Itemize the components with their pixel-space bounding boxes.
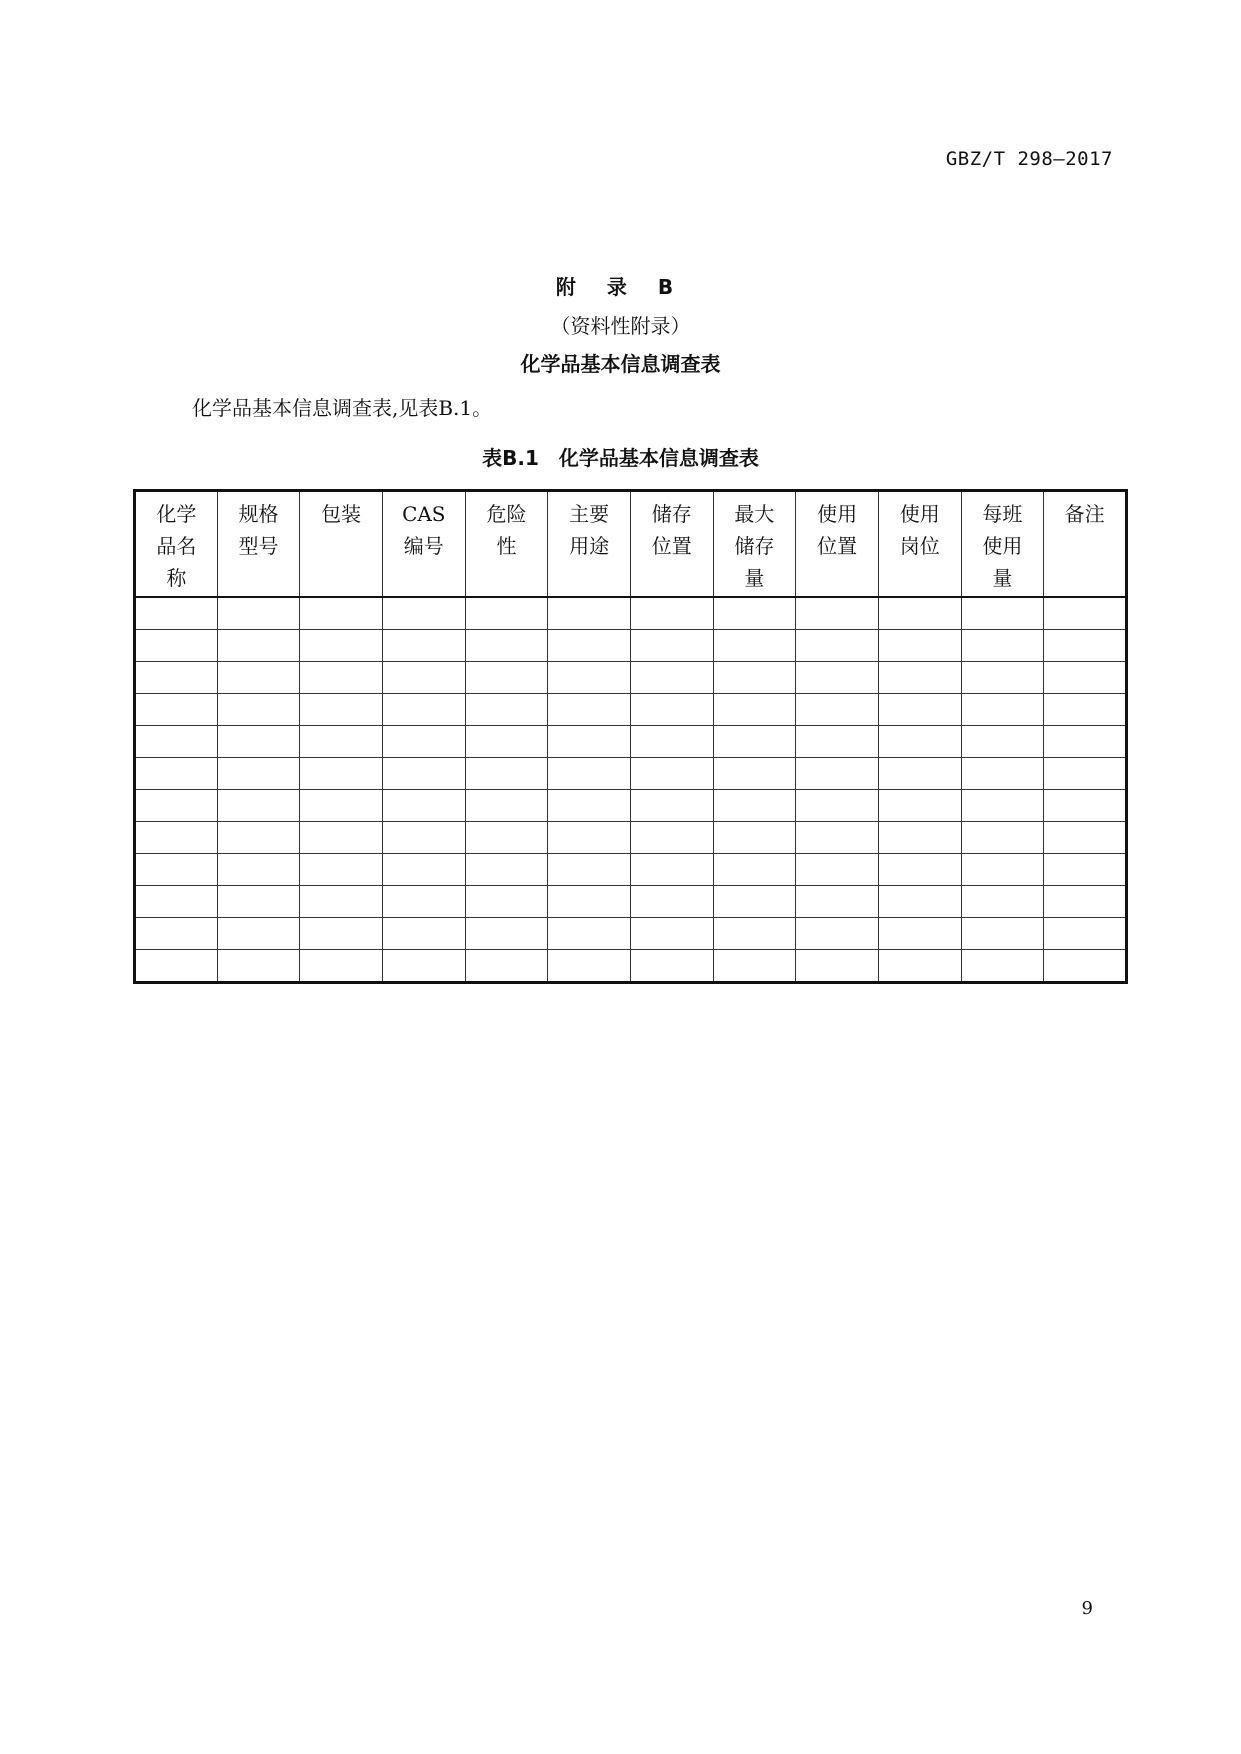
table-cell[interactable] [796, 854, 879, 886]
column-header [1044, 491, 1127, 598]
table-cell[interactable] [465, 950, 548, 983]
table-cell[interactable] [878, 918, 961, 950]
table-cell[interactable] [630, 597, 713, 630]
table-cell[interactable] [300, 790, 383, 822]
table-cell[interactable] [630, 886, 713, 918]
table-cell[interactable] [382, 597, 465, 630]
appendix-name: 化学品基本信息调查表 [520, 352, 721, 376]
table-cell[interactable] [300, 726, 383, 758]
table-cell[interactable] [796, 726, 879, 758]
table-cell[interactable] [217, 662, 300, 694]
table-cell[interactable] [382, 950, 465, 983]
table-cell[interactable] [796, 694, 879, 726]
column-header-label: 使用位置 [817, 502, 858, 558]
table-cell[interactable] [961, 597, 1044, 630]
column-header-label: 最大储存量 [734, 502, 775, 590]
table-cell[interactable] [465, 854, 548, 886]
table-cell[interactable] [796, 790, 879, 822]
table-row [135, 950, 1127, 983]
table-cell[interactable] [630, 790, 713, 822]
table-cell[interactable] [548, 886, 631, 918]
table-cell[interactable] [300, 758, 383, 790]
table-cell[interactable] [300, 694, 383, 726]
table-row [135, 630, 1127, 662]
table-row [135, 822, 1127, 854]
table-cell[interactable] [1044, 918, 1127, 950]
table-cell[interactable] [217, 597, 300, 630]
table-cell[interactable] [1044, 854, 1127, 886]
table-cell[interactable] [548, 726, 631, 758]
table-cell[interactable] [300, 662, 383, 694]
table-cell[interactable] [135, 694, 218, 726]
table-cell[interactable] [630, 758, 713, 790]
table-cell[interactable] [961, 726, 1044, 758]
table-cell[interactable] [713, 630, 796, 662]
table-row [135, 854, 1127, 886]
column-header-label: 危险性 [486, 502, 527, 558]
table-row [135, 758, 1127, 790]
chemical-survey-table [133, 489, 1128, 984]
table-cell[interactable] [630, 726, 713, 758]
table-cell[interactable] [796, 758, 879, 790]
column-header-label: 使用岗位 [899, 502, 940, 558]
table-cell[interactable] [630, 630, 713, 662]
table-row [135, 790, 1127, 822]
table-cell[interactable] [548, 918, 631, 950]
table-body [135, 597, 1127, 983]
table-cell[interactable] [713, 790, 796, 822]
intro-paragraph: 化学品基本信息调查表,见表B.1。 [192, 396, 493, 420]
table-cell[interactable] [1044, 790, 1127, 822]
table-cell[interactable] [465, 662, 548, 694]
appendix-type: （资料性附录） [550, 314, 691, 338]
table-cell[interactable] [217, 694, 300, 726]
table-caption: 表B.1 化学品基本信息调查表 [482, 446, 759, 470]
table-cell[interactable] [548, 790, 631, 822]
table-cell[interactable] [382, 886, 465, 918]
table-cell[interactable] [878, 694, 961, 726]
table-cell[interactable] [217, 854, 300, 886]
table-row [135, 597, 1127, 630]
table-cell[interactable] [630, 694, 713, 726]
table-row [135, 694, 1127, 726]
table-cell[interactable] [135, 630, 218, 662]
table-cell[interactable] [1044, 758, 1127, 790]
table-row [135, 662, 1127, 694]
column-header [548, 491, 631, 598]
column-header [796, 491, 879, 598]
table-cell[interactable] [1044, 726, 1127, 758]
column-header [630, 491, 713, 598]
table-cell[interactable] [878, 597, 961, 630]
page-number: 9 [1081, 1598, 1093, 1619]
column-header [382, 491, 465, 598]
table-cell[interactable] [713, 950, 796, 983]
table-cell[interactable] [217, 758, 300, 790]
table-cell[interactable] [135, 950, 218, 983]
column-header [961, 491, 1044, 598]
table-cell[interactable] [135, 726, 218, 758]
column-header-label: 备注 [1064, 502, 1105, 526]
column-header-label: 储存位置 [651, 502, 692, 558]
table-cell[interactable] [1044, 886, 1127, 918]
table-cell[interactable] [878, 662, 961, 694]
table-cell[interactable] [217, 918, 300, 950]
table-cell[interactable] [217, 950, 300, 983]
table-cell[interactable] [548, 662, 631, 694]
table-cell[interactable] [135, 822, 218, 854]
table-cell[interactable] [713, 726, 796, 758]
table-cell[interactable] [796, 950, 879, 983]
table-cell[interactable] [465, 886, 548, 918]
table-cell[interactable] [465, 630, 548, 662]
table-cell[interactable] [548, 630, 631, 662]
column-header [217, 491, 300, 598]
table-cell[interactable] [548, 597, 631, 630]
table-cell[interactable] [713, 918, 796, 950]
table-cell[interactable] [217, 790, 300, 822]
table-cell[interactable] [961, 950, 1044, 983]
table-cell[interactable] [300, 950, 383, 983]
table-cell[interactable] [382, 854, 465, 886]
table-cell[interactable] [465, 597, 548, 630]
table-cell[interactable] [713, 662, 796, 694]
table-cell[interactable] [713, 822, 796, 854]
table-cell[interactable] [382, 758, 465, 790]
table-cell[interactable] [878, 726, 961, 758]
table-cell[interactable] [465, 918, 548, 950]
column-header [300, 491, 383, 598]
table-row [135, 886, 1127, 918]
table-cell[interactable] [630, 918, 713, 950]
table-cell[interactable] [878, 630, 961, 662]
table-cell[interactable] [300, 822, 383, 854]
table-row [135, 726, 1127, 758]
table-cell[interactable] [1044, 694, 1127, 726]
table-cell[interactable] [878, 822, 961, 854]
table-cell[interactable] [961, 886, 1044, 918]
table-cell[interactable] [217, 886, 300, 918]
table-cell[interactable] [630, 822, 713, 854]
column-header-label: 规格型号 [238, 502, 279, 558]
table-cell[interactable] [961, 662, 1044, 694]
table-cell[interactable] [713, 597, 796, 630]
table-cell[interactable] [382, 662, 465, 694]
table-cell[interactable] [796, 822, 879, 854]
table-cell[interactable] [135, 758, 218, 790]
table-cell[interactable] [217, 726, 300, 758]
column-header [878, 491, 961, 598]
table-cell[interactable] [548, 950, 631, 983]
column-header [135, 491, 218, 598]
table-cell[interactable] [300, 886, 383, 918]
table-cell[interactable] [796, 886, 879, 918]
table-cell[interactable] [961, 822, 1044, 854]
table-cell[interactable] [382, 694, 465, 726]
column-header-label: 主要用途 [569, 502, 610, 558]
table-cell[interactable] [713, 694, 796, 726]
table-cell[interactable] [630, 854, 713, 886]
table-cell[interactable] [1044, 630, 1127, 662]
table-cell[interactable] [135, 854, 218, 886]
table-cell[interactable] [300, 918, 383, 950]
table-cell[interactable] [961, 918, 1044, 950]
table-cell[interactable] [135, 918, 218, 950]
table-cell[interactable] [961, 854, 1044, 886]
table-cell[interactable] [878, 886, 961, 918]
table-cell[interactable] [961, 790, 1044, 822]
table-cell[interactable] [713, 854, 796, 886]
appendix-title: 附 录 B [555, 275, 686, 299]
column-header-label: 包装 [321, 502, 362, 526]
table-cell[interactable] [548, 822, 631, 854]
table-header-row [135, 491, 1127, 598]
table-cell[interactable] [465, 726, 548, 758]
table-cell[interactable] [548, 854, 631, 886]
table-cell[interactable] [1044, 597, 1127, 630]
table-cell[interactable] [713, 758, 796, 790]
table-cell[interactable] [465, 790, 548, 822]
table-cell[interactable] [548, 694, 631, 726]
table-cell[interactable] [382, 630, 465, 662]
table-cell[interactable] [630, 950, 713, 983]
column-header [713, 491, 796, 598]
table-cell[interactable] [961, 630, 1044, 662]
table-cell[interactable] [465, 822, 548, 854]
table-cell[interactable] [961, 694, 1044, 726]
table-row [135, 918, 1127, 950]
table-cell[interactable] [465, 694, 548, 726]
table-cell[interactable] [300, 597, 383, 630]
table-cell[interactable] [796, 662, 879, 694]
table-cell[interactable] [713, 886, 796, 918]
column-header-label: CAS编号 [402, 502, 446, 558]
table-cell[interactable] [382, 790, 465, 822]
table-cell[interactable] [465, 758, 548, 790]
table-cell[interactable] [217, 630, 300, 662]
table-cell[interactable] [300, 854, 383, 886]
table-cell[interactable] [135, 597, 218, 630]
document-code: GBZ/T 298—2017 [945, 148, 1113, 170]
table-cell[interactable] [878, 950, 961, 983]
table-cell[interactable] [961, 758, 1044, 790]
table-cell[interactable] [1044, 950, 1127, 983]
table-cell[interactable] [878, 790, 961, 822]
table-cell[interactable] [796, 918, 879, 950]
column-header-label: 每班使用量 [982, 502, 1023, 590]
table-cell[interactable] [548, 758, 631, 790]
table-cell[interactable] [878, 758, 961, 790]
table-cell[interactable] [1044, 662, 1127, 694]
table-cell[interactable] [217, 822, 300, 854]
table-cell[interactable] [382, 918, 465, 950]
column-header [465, 491, 548, 598]
table-cell[interactable] [878, 854, 961, 886]
table-cell[interactable] [135, 790, 218, 822]
table-cell[interactable] [630, 662, 713, 694]
table-cell[interactable] [382, 822, 465, 854]
table-cell[interactable] [300, 630, 383, 662]
table-cell[interactable] [135, 662, 218, 694]
table-cell[interactable] [1044, 822, 1127, 854]
table-cell[interactable] [796, 597, 879, 630]
table-cell[interactable] [135, 886, 218, 918]
appendix-heading [0, 272, 1241, 380]
column-header-label: 化学品名称 [156, 502, 197, 590]
table-cell[interactable] [796, 630, 879, 662]
table-cell[interactable] [382, 726, 465, 758]
